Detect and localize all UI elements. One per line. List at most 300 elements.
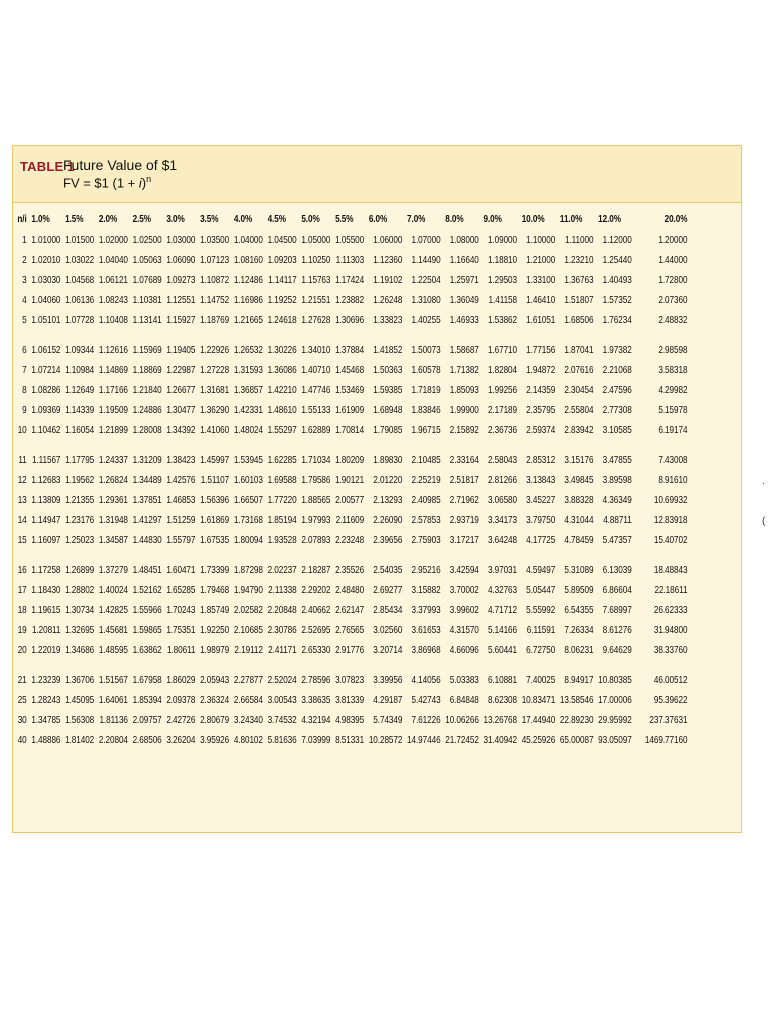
value-cell: 1.36086 (267, 364, 297, 376)
value-cell: 1.26532 (233, 344, 263, 356)
value-cell: 1.46410 (526, 294, 556, 306)
value-cell: 1.28243 (31, 694, 61, 706)
value-cell: 1.06152 (31, 344, 61, 356)
value-cell: 1.21355 (65, 494, 95, 506)
value-cell: 1.75351 (166, 624, 196, 636)
value-cell: 5.15978 (658, 404, 688, 416)
value-cell: 5.14166 (487, 624, 518, 636)
value-cell: 3.42594 (449, 564, 479, 576)
table-row (15, 250, 690, 270)
value-cell: 22.89230 (559, 714, 594, 726)
value-cell: 1.17166 (98, 384, 128, 396)
value-cell: 46.00512 (653, 674, 688, 686)
value-cell: 1.70814 (335, 424, 365, 436)
value-cell: 1.90121 (335, 474, 365, 486)
value-cell: 2.77308 (602, 404, 632, 416)
value-cell: 1.27628 (301, 314, 331, 326)
value-cell: 1.55297 (267, 424, 297, 436)
value-cell: 1.26899 (65, 564, 95, 576)
value-cell: 1.04568 (65, 274, 95, 286)
value-cell: 8.62308 (487, 694, 518, 706)
value-cell: 1.05000 (301, 234, 331, 246)
period-cell: 18 (17, 604, 27, 616)
value-cell: 1.45681 (98, 624, 128, 636)
value-cell: 1.48610 (267, 404, 297, 416)
value-cell: 3.45227 (526, 494, 556, 506)
value-cell: 4.17725 (526, 534, 556, 546)
value-cell: 1.16640 (449, 254, 479, 266)
value-cell: 1.87041 (564, 344, 594, 356)
table-title: Future Value of $1 (63, 157, 178, 173)
value-cell: 1.31593 (233, 364, 263, 376)
value-cell: 1.08243 (98, 294, 128, 306)
value-cell: 1.23239 (31, 674, 61, 686)
value-cell: 2.13293 (373, 494, 403, 506)
period-cell: 12 (17, 474, 27, 486)
value-cell: 1.04040 (98, 254, 128, 266)
value-cell: 1.59865 (132, 624, 162, 636)
value-cell: 1.48451 (132, 564, 162, 576)
value-cell: 1.12551 (166, 294, 196, 306)
value-cell: 1.31080 (411, 294, 441, 306)
value-cell: 1.26248 (373, 294, 403, 306)
value-cell: 2.55804 (564, 404, 594, 416)
period-cell: 6 (22, 344, 27, 356)
value-cell: 2.80679 (200, 714, 230, 726)
value-cell: 2.85434 (373, 604, 403, 616)
value-cell: 3.99602 (449, 604, 479, 616)
table-row (15, 710, 690, 730)
header-rate: 4.0% (233, 213, 253, 225)
value-cell: 5.47357 (602, 534, 632, 546)
value-cell: 6.19174 (658, 424, 688, 436)
value-cell: 1.86029 (166, 674, 196, 686)
period-cell: 16 (17, 564, 27, 576)
value-cell: 17.44940 (521, 714, 556, 726)
period-cell: 5 (22, 314, 27, 326)
table-row (15, 450, 690, 470)
value-cell: 6.86604 (602, 584, 632, 596)
value-cell: 2.07616 (564, 364, 594, 376)
value-cell: 2.20848 (267, 604, 297, 616)
value-cell: 1.34010 (301, 344, 331, 356)
value-cell: 2.75903 (411, 534, 441, 546)
value-cell: 4.29982 (658, 384, 688, 396)
value-cell: 3.64248 (487, 534, 518, 546)
value-cell: 6.84848 (449, 694, 479, 706)
value-cell: 1.77156 (526, 344, 556, 356)
value-cell: 1.67535 (200, 534, 230, 546)
value-cell: 1.55966 (132, 604, 162, 616)
value-cell: 4.98395 (335, 714, 365, 726)
value-cell: 14.97446 (407, 734, 441, 746)
value-cell: 1.19405 (166, 344, 196, 356)
value-cell: 5.42743 (411, 694, 441, 706)
value-cell: 1.18769 (200, 314, 230, 326)
value-cell: 1.19102 (373, 274, 403, 286)
value-cell: 1.25023 (65, 534, 95, 546)
value-cell: 1.30477 (166, 404, 196, 416)
value-cell: 1.05063 (132, 254, 162, 266)
value-cell: 10.69932 (653, 494, 688, 506)
value-cell: 2.14359 (526, 384, 556, 396)
value-cell: 1.01000 (31, 234, 61, 246)
value-cell: 7.03999 (301, 734, 331, 746)
value-cell: 5.05447 (526, 584, 556, 596)
value-cell: 1.41158 (488, 294, 518, 306)
value-cell: 1.12616 (98, 344, 128, 356)
header-period-rate: n/i (17, 213, 27, 225)
value-cell: 1.10462 (31, 424, 61, 436)
value-cell: 6.11591 (526, 624, 556, 636)
value-cell: 1.19615 (31, 604, 61, 616)
value-cell: 1.79586 (301, 474, 331, 486)
value-cell: 1.70243 (166, 604, 196, 616)
value-cell: 1.10984 (65, 364, 95, 376)
value-cell: 1.87298 (233, 564, 263, 576)
value-cell: 1.64061 (98, 694, 128, 706)
value-cell: 31.94800 (653, 624, 688, 636)
value-cell: 3.97031 (487, 564, 518, 576)
value-cell: 1.03030 (31, 274, 61, 286)
edge-mark: ( (762, 516, 766, 527)
value-cell: 3.95926 (200, 734, 230, 746)
value-cell: 2.41171 (268, 644, 297, 656)
value-cell: 2.35526 (335, 564, 365, 576)
value-cell: 1.16054 (65, 424, 95, 436)
value-cell: 1.11000 (564, 234, 594, 246)
value-cell: 1.46933 (449, 314, 479, 326)
value-cell: 2.78596 (301, 674, 331, 686)
value-cell: 13.58546 (559, 694, 594, 706)
value-cell: 3.17217 (449, 534, 479, 546)
value-cell: 4.31044 (564, 514, 594, 526)
header-rate: 3.0% (166, 213, 185, 225)
value-cell: 1.63862 (132, 644, 162, 656)
value-cell: 3.86968 (411, 644, 441, 656)
value-cell: 2.59374 (526, 424, 556, 436)
value-cell: 31.40942 (483, 734, 518, 746)
value-cell: 1.08000 (449, 234, 479, 246)
value-cell: 1.16097 (31, 534, 61, 546)
value-cell: 1.14947 (31, 514, 61, 526)
header-rate: 5.0% (301, 213, 320, 225)
value-cell: 1.65285 (166, 584, 196, 596)
value-cell: 4.29187 (373, 694, 403, 706)
period-cell: 1 (22, 234, 27, 246)
value-cell: 1.44830 (132, 534, 162, 546)
value-cell: 1.22926 (200, 344, 230, 356)
value-cell: 2.25219 (411, 474, 441, 486)
value-cell: 2.19112 (234, 644, 263, 656)
value-cell: 1.53862 (487, 314, 518, 326)
value-cell: 1.12649 (65, 384, 95, 396)
value-cell: 3.26204 (166, 734, 196, 746)
value-cell: 1.11567 (31, 454, 61, 466)
value-cell: 1.23882 (335, 294, 365, 306)
value-cell: 7.68997 (602, 604, 632, 616)
value-cell: 1.14339 (65, 404, 95, 416)
table-row (15, 580, 690, 600)
value-cell: 2.10485 (411, 454, 441, 466)
value-cell: 1.55797 (166, 534, 196, 546)
value-cell: 1.56396 (200, 494, 230, 506)
value-cell: 1.34392 (166, 424, 196, 436)
value-cell: 1.50073 (411, 344, 441, 356)
value-cell: 1.36290 (200, 404, 230, 416)
value-cell: 1.85749 (200, 604, 230, 616)
value-cell: 3.49845 (564, 474, 594, 486)
value-cell: 1.36706 (65, 674, 95, 686)
value-cell: 1.51107 (200, 474, 230, 486)
value-cell: 1.68948 (373, 404, 403, 416)
group-spacer (15, 660, 690, 670)
value-cell: 2.85312 (526, 454, 556, 466)
value-cell: 1.11303 (335, 254, 365, 266)
value-cell: 1.32695 (65, 624, 95, 636)
value-cell: 3.88328 (564, 494, 594, 506)
value-cell: 1.33823 (373, 314, 403, 326)
value-cell: 2.51817 (449, 474, 479, 486)
value-cell: 1.17258 (31, 564, 61, 576)
value-cell: 1.10872 (200, 274, 230, 286)
future-value-table-card (12, 145, 742, 833)
value-cell: 1.03500 (200, 234, 230, 246)
value-cell: 2.29202 (301, 584, 331, 596)
value-cell: 2.27877 (233, 674, 263, 686)
value-cell: 1.15763 (301, 274, 331, 286)
value-cell: 1.04060 (31, 294, 61, 306)
value-cell: 2.68506 (132, 734, 162, 746)
table-row (15, 490, 690, 510)
value-cell: 1.61869 (200, 514, 230, 526)
value-cell: 2.35795 (526, 404, 556, 416)
header-rate: 20.0% (664, 213, 688, 225)
value-cell: 6.13039 (602, 564, 632, 576)
value-cell: 1.15927 (166, 314, 196, 326)
value-cell: 1.85394 (132, 694, 162, 706)
value-cell: 15.40702 (653, 534, 688, 546)
value-cell: 1.04000 (233, 234, 263, 246)
value-cell: 1.37851 (132, 494, 162, 506)
value-cell: 1.24337 (98, 454, 128, 466)
value-cell: 1.17795 (65, 454, 95, 466)
header-rate: 6.0% (368, 213, 388, 225)
value-cell: 4.78459 (564, 534, 594, 546)
value-cell: 1.51807 (564, 294, 594, 306)
value-cell: 3.02560 (373, 624, 403, 636)
header-rate: 9.0% (483, 213, 502, 225)
table-row (15, 670, 690, 690)
value-cell: 1.83846 (411, 404, 441, 416)
value-cell: 1.94790 (233, 584, 263, 596)
value-cell: 2.18287 (301, 564, 331, 576)
value-cell: 2.54035 (373, 564, 403, 576)
value-cell: 1.25440 (602, 254, 632, 266)
value-cell: 1.42331 (233, 404, 263, 416)
value-cell: 2.69277 (373, 584, 403, 596)
value-cell: 1.40493 (602, 274, 632, 286)
header-rate: 8.0% (445, 213, 464, 225)
value-cell: 1.10408 (98, 314, 128, 326)
table-row (15, 360, 690, 380)
table-row (15, 530, 690, 550)
value-cell: 1.07000 (411, 234, 441, 246)
value-cell: 1.13809 (31, 494, 61, 506)
value-cell: 1.51259 (166, 514, 196, 526)
value-cell: 1.16986 (233, 294, 263, 306)
table-number-label: TABLE 1 (20, 159, 75, 174)
value-cell: 2.40985 (411, 494, 441, 506)
value-cell: 1.14869 (98, 364, 128, 376)
value-cell: 1.60471 (166, 564, 196, 576)
value-cell: 1.41852 (373, 344, 403, 356)
value-cell: 1.88565 (301, 494, 331, 506)
value-cell: 1.14117 (268, 274, 297, 286)
header-rate: 4.5% (267, 213, 286, 225)
value-cell: 2.09757 (132, 714, 162, 726)
value-cell: 1.85194 (267, 514, 297, 526)
value-cell: 8.51331 (335, 734, 365, 746)
value-cell: 17.00006 (598, 694, 632, 706)
value-cell: 1469.77160 (644, 734, 688, 746)
value-cell: 1.80094 (233, 534, 263, 546)
value-cell: 4.32194 (301, 714, 331, 726)
edge-mark: · (762, 478, 766, 489)
value-cell: 1.22987 (166, 364, 196, 376)
value-cell: 21.72452 (445, 734, 479, 746)
value-cell: 5.89509 (564, 584, 594, 596)
value-cell: 1.08286 (31, 384, 61, 396)
value-cell: 1.31948 (98, 514, 128, 526)
value-cell: 1.24886 (132, 404, 162, 416)
value-cell: 2.57853 (411, 514, 441, 526)
value-cell: 1.04500 (267, 234, 297, 246)
value-cell: 1.07214 (31, 364, 61, 376)
table-body (15, 230, 690, 750)
value-cell: 4.71712 (487, 604, 518, 616)
period-cell: 8 (22, 384, 27, 396)
value-cell: 10.28572 (368, 734, 403, 746)
value-cell: 2.98598 (658, 344, 688, 356)
value-cell: 1.28802 (65, 584, 95, 596)
value-cell: 2.09378 (166, 694, 196, 706)
value-cell: 1.36049 (449, 294, 479, 306)
group-spacer (15, 330, 690, 340)
value-cell: 1.14490 (411, 254, 441, 266)
value-cell: 1.31681 (200, 384, 230, 396)
value-cell: 1.67958 (132, 674, 162, 686)
value-cell: 1.21551 (301, 294, 331, 306)
value-cell: 2.07893 (301, 534, 331, 546)
table-row (15, 400, 690, 420)
value-cell: 2.62147 (335, 604, 365, 616)
value-cell: 2.02237 (267, 564, 297, 576)
value-cell: 1.09369 (31, 404, 61, 416)
value-cell: 2.05943 (200, 674, 230, 686)
value-cell: 1.03022 (65, 254, 95, 266)
value-cell: 2.95216 (411, 564, 441, 576)
value-cell: 9.64629 (602, 644, 632, 656)
period-cell: 10 (17, 424, 27, 436)
value-cell: 1.48595 (98, 644, 128, 656)
value-cell: 1.07728 (65, 314, 95, 326)
header-rate: 11.0% (559, 213, 583, 225)
value-cell: 93.05097 (598, 734, 632, 746)
value-cell: 1.73168 (233, 514, 263, 526)
table-row (15, 290, 690, 310)
value-cell: 7.43008 (658, 454, 688, 466)
value-cell: 3.20714 (373, 644, 403, 656)
value-cell: 2.36736 (487, 424, 518, 436)
header-rate: 12.0% (598, 213, 621, 225)
value-cell: 2.20804 (98, 734, 128, 746)
value-cell: 1.02010 (31, 254, 61, 266)
value-cell: 1.37279 (98, 564, 128, 576)
value-cell: 3.58318 (658, 364, 688, 376)
value-cell: 1.53469 (335, 384, 365, 396)
table-formula (63, 174, 151, 190)
value-cell: 1.71382 (449, 364, 479, 376)
value-cell: 2.93719 (449, 514, 479, 526)
table-row (15, 310, 690, 330)
header-rate: 1.5% (65, 213, 84, 225)
value-cell: 1.59385 (373, 384, 403, 396)
value-cell: 10.06266 (445, 714, 479, 726)
value-cell: 4.32763 (487, 584, 518, 596)
value-cell: 1.19509 (98, 404, 128, 416)
value-cell: 1.62285 (267, 454, 297, 466)
period-cell: 30 (17, 714, 27, 726)
formula-exponent: n (146, 174, 152, 184)
value-cell: 1.28008 (132, 424, 162, 436)
value-cell: 1.45997 (200, 454, 230, 466)
value-cell: 1.30734 (65, 604, 95, 616)
value-cell: 1.40710 (301, 364, 331, 376)
value-cell: 1.33100 (526, 274, 556, 286)
value-cell: 2.42726 (166, 714, 196, 726)
value-cell: 3.70002 (449, 584, 479, 596)
value-cell: 3.37993 (411, 604, 441, 616)
value-cell: 1.07689 (132, 274, 162, 286)
value-cell: 1.60578 (411, 364, 441, 376)
value-cell: 1.99256 (487, 384, 518, 396)
value-cell: 2.00577 (335, 494, 365, 506)
value-cell: 3.00543 (267, 694, 297, 706)
value-cell: 1.09000 (487, 234, 518, 246)
value-cell: 4.36349 (602, 494, 632, 506)
period-cell: 13 (17, 494, 27, 506)
value-cell: 1.36763 (564, 274, 594, 286)
value-cell: 1.10250 (301, 254, 331, 266)
value-cell: 2.30454 (564, 384, 594, 396)
value-cell: 2.91776 (335, 644, 365, 656)
formula-close: ) (141, 175, 147, 191)
header-rate: 2.5% (132, 213, 151, 225)
period-cell: 3 (22, 274, 27, 286)
value-cell: 1.17424 (335, 274, 365, 286)
value-cell: 22.18611 (654, 584, 688, 596)
value-cell: 1.22019 (31, 644, 61, 656)
value-cell: 1.81402 (65, 734, 95, 746)
value-cell: 3.61653 (411, 624, 441, 636)
value-cell: 1.80611 (166, 644, 196, 656)
table-row (15, 510, 690, 530)
value-cell: 1.92250 (200, 624, 230, 636)
value-cell: 7.61226 (411, 714, 441, 726)
value-cell: 1.61051 (526, 314, 556, 326)
value-cell: 1.42825 (98, 604, 128, 616)
